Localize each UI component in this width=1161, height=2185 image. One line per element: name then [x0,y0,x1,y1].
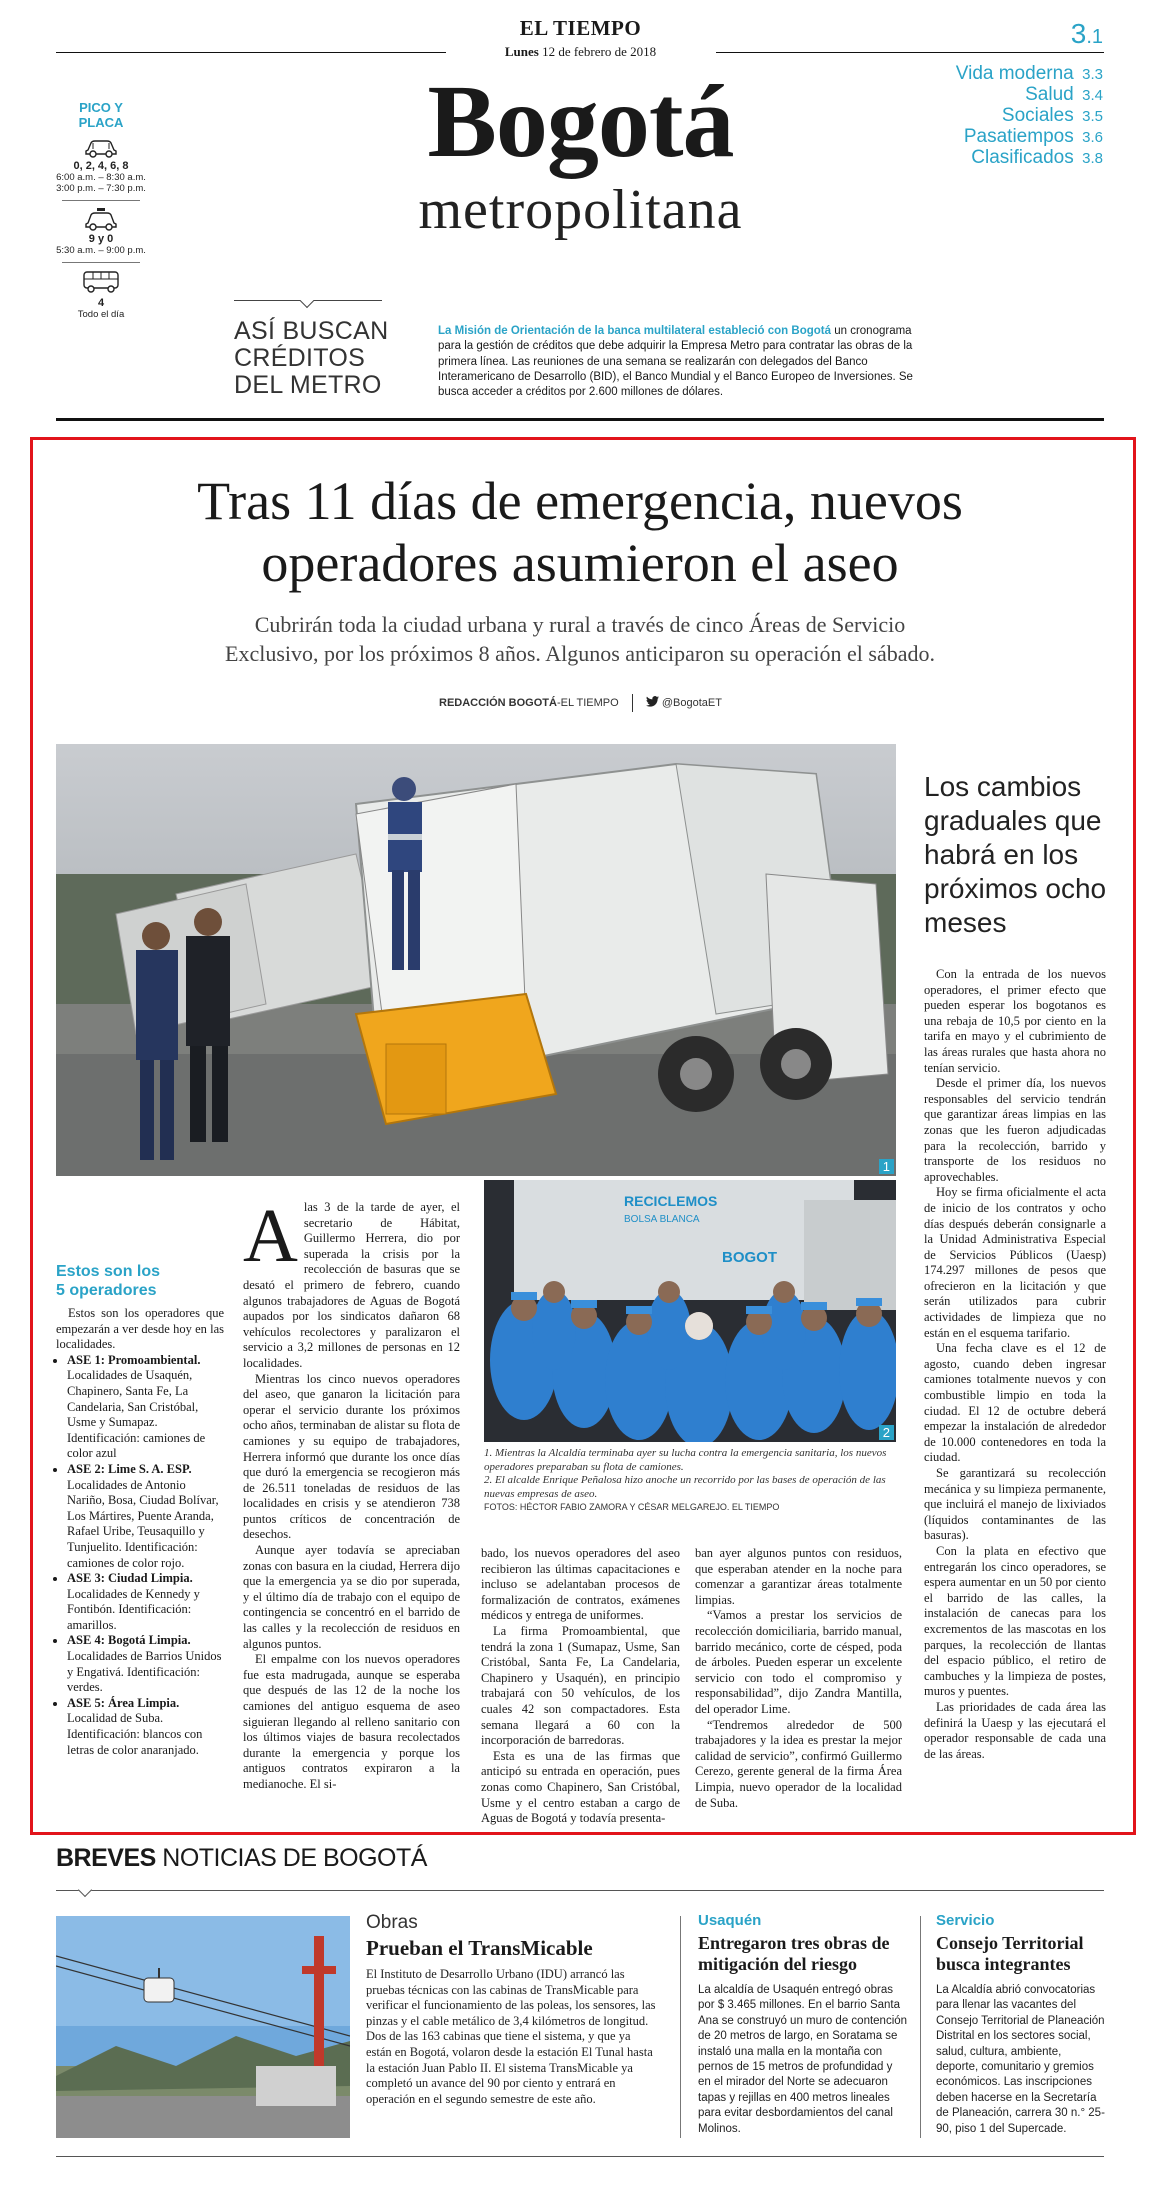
section-subtitle: metropolitana [418,179,743,241]
article-body-col-1: A las 3 de la tarde de ayer, el secretario de Hábitat, Guillermo Herrera, dio por superada la crisis por la recolección de basuras que se desató el primero de febrero, cuando algunos trabajadores de Aguas de Bogotá aupados por los sindicatos dañaron 68 vehículos recolectores y paralizaron el servicio a 3,2 millones de personas en 12 localidades. Mientras los cinco nuevos operadores del aseo, que ganaron la licitación para operar el servicio durante los próximos ocho años, terminaban de alistar su flota de camiones y su equipo de trabajadores, Herrera informó que durante los once días que duró la emergencia se recogieron más de 26.511 toneladas de residuos de las localidades en crisis y se atendieron 738 puntos críticos de concentración de desechos. Aunque ayer todavía se apreciaban zonas con basura en la ciudad, Herrera dijo que la emergencia ya se dio por superada, y el último día de trabajo con el equipo de contingencia se concentró en el barrido de las calles y la recolección de residuos en algunos puntos. El empalme con los nuevos operadores fue esta madrugada, aunque se esperaba que después de las 12 de la noche los camiones del antiguo esquema de aseo siguieran llegando al relleno sanitario con los últimos viajes de basura recolectados durante la emergencia y porque los antiguos contratos expiraron a la medianoche. El si- [243,1194,460,1791]
section-title: Bogotá [427,64,734,179]
list-item: • ASE 4: Bogotá Limpia. Localidades de Barrios Unidos y Engativá. Identificación: verdes. [67,1633,224,1695]
breve-usaquen [698,1912,908,2137]
byline-outlet: -EL TIEMPO [556,696,619,709]
taxi-icon [83,207,119,231]
truck-slogan: RECICLEMOS [624,1193,718,1209]
byline [0,694,1161,712]
car-icon [83,136,119,158]
photo-garbage-truck [56,744,896,1176]
byline-author: REDACCIÓN BOGOTÁ [439,696,557,709]
photo-number: 1 [879,1159,894,1174]
page-number [1071,18,1103,50]
teaser-notch-icon [300,294,314,308]
teaser-lead-text: un cronograma para la gestión de créditos que debe adquirir la Empresa Metro para contratar las obras de la primera línea. Las reuniones de una semana se realizarán con delegados del Banco Interamericano de Desarrollo (BID), el Banco Mundial y el Banco Europeo de Inversiones. Se busca acceder a créditos por 2.600 millones de dólares. [438,325,913,399]
list-item: • ASE 3: Ciudad Limpia. Localidades de Kennedy y Fontibón. Identificación: amarillos. [67,1571,224,1633]
index-item[interactable]: Salud 3.4 [1025,84,1103,105]
breve-kicker: Usaquén [698,1912,762,1929]
drop-cap: A [243,1194,298,1278]
pico-block-bus [56,269,146,320]
photo-credit: FOTOS: HÉCTOR FABIO ZAMORA Y CÉSAR MELGAREJO. EL TIEMPO [484,1502,780,1512]
operators-list-title: Estos son los 5 operadores [56,1263,161,1299]
truck-slogan-2: BOLSA BLANCA [624,1214,700,1225]
breve-title[interactable]: Entregaron tres obras de mitigación del riesgo [698,1933,890,1974]
garbage-truck-image [56,744,896,1176]
breves-divider [680,1916,681,2138]
newspaper-brand: EL TIEMPO [519,16,642,40]
breve-title[interactable]: Consejo Territorial busca integrantes [936,1933,1084,1974]
pico-hours: 3:00 p.m. – 7:30 p.m. [56,183,146,194]
pico-digits: 0, 2, 4, 6, 8 [73,160,129,172]
byline-separator [632,694,633,712]
breves-header: BREVES NOTICIAS DE BOGOTÁ [56,1844,427,1872]
issue-date-text: 12 de febrero de 2018 [542,44,657,59]
teaser-lead-highlight: La Misión de Orientación de la banca multilateral estableció con Bogotá [438,325,832,337]
breve-servicio [936,1912,1106,2137]
issue-day: Lunes [504,44,539,59]
page-section: 3 [1070,18,1087,49]
pico-block-car [56,136,146,201]
breve-text: La Alcaldía abrió convocatorias para llenar las vacantes del Consejo Territorial de Planeación Distrital en los sectores social, salud, cultura, ambiente, deporte, comunitario y gremios económicos. Las inscripciones deben hacerse en la Secretaría de Planeación, carrera 30 n.° 25-90, piso 1 del Supercade. [936,1984,1105,2135]
section-index [956,64,1103,169]
pico-y-placa-box [56,100,146,320]
breves-notch-icon [78,1883,92,1897]
twitter-handle[interactable]: @BogotaET [661,696,722,709]
issue-date [0,44,1161,60]
side-article-headline: Los cambios graduales que habrá en los próximos ocho meses [924,771,1107,938]
breve-text: La alcaldía de Usaquén entregó obras por $ 3.465 millones. En el barrio Santa Ana se construyó un muro de contención de 20 metros de largo, en Soratama se instaló una malla en la montaña con pernos de 15 metros de profundidad y en el mirador del Norte se adecuaron tapas y rejillas en 400 metros lineales para evitar desbordamientos del canal Molinos. [698,1984,908,2135]
workers-image [484,1180,896,1442]
caption-2: 2. El alcalde Enrique Peñalosa hizo anoche un recorrido por las bases de operación de las nuevas empresas de aseo. [484,1474,886,1500]
photo-transmicable [56,1916,350,2138]
operators-list [56,1262,224,1758]
breve-text: El Instituto de Desarrollo Urbano (IDU) arrancó las pruebas técnicas con las cabinas de TransMicable para verificar el funcionamiento de las poleas, los sensores, las pinzas y el cable metálico de 3,4 kilómetros de longitud. Dos de las 163 cabinas que tiene el sistema, y que ya están en Bogotá, volaron desde la estación El Tunal hasta la estación Juan Pablo II. El sistema TransMicable ya completó un avance del 90 por ciento y entrará en operación en el segundo semestre de este año. [366,1967,656,2106]
article-deck: Cubrirán toda la ciudad urbana y rural a través de cinco Áreas de Servicio Exclusivo, por los próximos 8 años. Algunos anticiparon su operación el sábado. [225,612,935,666]
pico-hours: 5:30 a.m. – 9:00 p.m. [56,245,146,256]
header-divider [56,418,1104,421]
bus-icon [81,269,121,295]
operators-items [56,1353,224,1758]
truck-brand: BOGOT [722,1249,777,1266]
teaser-lead [438,324,916,400]
page-bottom-rule [56,2156,1104,2157]
breve-obras [366,1912,656,2107]
pico-y-placa-title: PICO Y PLACA [78,100,124,130]
list-item: • ASE 2: Lime S. A. ESP. Localidades de Antonio Nariño, Bosa, Ciudad Bolívar, Los Mártires, Puente Aranda, Rafael Uribe, Teusaquillo y Tunjuelito. Identificación: camiones de color rojo. [67,1462,224,1571]
article-body-col-2: bado, los nuevos operadores del aseo recibieron las últimas capacitaciones e incluso se adelantaban procesos de formalización de contratos, exámenes médicos y entrega de uniformes. La firma Promoambiental, que tendrá la zona 1 (Sumapaz, Usme, San Cristóbal, Santa Fe, La Candelaria, Chapinero y Usaquén), en principio trabajará con 50 vehículos, de los cuales 42 son compactadores. Esta semana llegará a 60 con la incorporación de barredoras. Esta es una de las firmas que anticipó su entrada en operación, pues zonas como Chapinero, San Cristóbal, Usme y el centro estaban a cargo de Aguas de Bogotá y todavía presenta- [481,1546,680,1826]
pico-digits: 4 [97,297,105,309]
pico-hours: Todo el día [77,309,125,320]
teaser-headline[interactable]: ASÍ BUSCAN CRÉDITOS DEL METRO [234,317,389,399]
pico-divider [62,200,140,201]
article-body-col-3: ban ayer algunos puntos con residuos, que esperaban atender en la noche para comenzar a garantizar áreas totalmente limpias. “Vamos a prestar los servicios de recolección domiciliaria, barrido manual, barrido mecánico, corte de césped, poda de árboles. Pueden esperar un excelente servicio con todo el compromiso y responsabilidad”, dijo Zandra Mantilla, del operador Lime. “Tendremos alrededor de 500 trabajadores y la idea es prestar la mejor calidad de servicio”, confirmó Guillermo Cerezo, gerente general de la firma Área Limpia, nuevo operador de la localidad de Suba. [695,1546,902,1810]
caption-1: 1. Mientras la Alcaldía terminaba ayer su lucha contra la emergencia sanitaria, los nuevos operadores preparaban su flota de camiones. [484,1447,887,1473]
side-article-body: Con la entrada de los nuevos operadores, el primer efecto que pueden esperar los bogotanos es una rebaja de 10,5 por ciento en la tarifa en mayo y el cubrimiento de las áreas rurales que hasta ahora no tenían servicio. Desde el primer día, los nuevos responsables del servicio tendrán que garantizar áreas limpias en las zonas que les fueron adjudicadas para la recolección, barrido y transporte de los residuos no aprovechables. Hoy se firma oficialmente el acta de inicio de los contratos y ocho días después deberán consignarle a la Unidad Administrativa Especial de Servicios Públicos (Uaesp) 174.297 millones de pesos que ofrecieron en la licitación y que serán utilizados para cubrir actividades de limpieza que no están en el esquema tarifario. Una fecha clave es el 12 de agosto, cuando deben ingresar camiones totalmente nuevos y con combustible limpio en toda la ciudad. El 12 de octubre deberá empezar la instalación de alrededor de 10.000 contenedores en toda la ciudad. Se garantizará su recolección mecánica y su limpieza permanente, que incluirá el manejo de lixiviados (líquidos contaminantes de las basuras). Con la plata en efectivo que entregarán los cinco operadores, se espera aumentar en un 50 por ciento el barrido de las calles, la instalación de canecas para los excrementos de las mascotas en los parques, la recolección de llantas del espacio público, el retiro de cambuches y la limpieza de postes, muros y puentes. Las prioridades de cada área las definirá la Uaesp y las ejecutará el operador responsable de cada una de las áreas. [924,967,1106,1761]
pico-digits: 9 y 0 [88,233,114,245]
breve-kicker: Obras [366,1912,418,1933]
breves-divider [920,1916,921,2138]
list-item: • ASE 5: Área Limpia. Localidad de Suba. Identificación: blancos con letras de color anaranjado. [67,1696,224,1758]
pico-hours: 6:00 a.m. – 8:30 a.m. [56,172,146,183]
index-item[interactable]: Pasatiempos 3.6 [963,126,1103,147]
breve-kicker: Servicio [936,1912,995,1929]
pico-divider [62,262,140,263]
list-item: • ASE 1: Promoambiental. Localidades de Usaquén, Chapinero, Santa Fe, La Candelaria, San Cristóbal, Usme y Sumapaz. Identificación: camiones de color azul [67,1353,224,1462]
index-item[interactable]: Clasificados 3.8 [971,147,1103,168]
page-subnumber: .1 [1086,26,1103,48]
photo-captions [484,1447,896,1515]
twitter-icon [646,696,659,707]
photo-number: 2 [879,1425,894,1440]
article-headline: Tras 11 días de emergencia, nuevos operadores asumieron el aseo [197,471,963,593]
index-item[interactable]: Sociales 3.5 [1001,105,1103,126]
breve-title[interactable]: Prueban el TransMicable [366,1936,593,1960]
operators-intro: Estos son los operadores que empezarán a ver desde hoy en las localidades. [56,1306,224,1352]
index-item[interactable]: Vida moderna 3.3 [955,63,1103,84]
transmicable-image [56,1916,350,2138]
breves-rule [56,1890,1104,1891]
pico-block-taxi [56,207,146,263]
photo-workers [484,1180,896,1442]
